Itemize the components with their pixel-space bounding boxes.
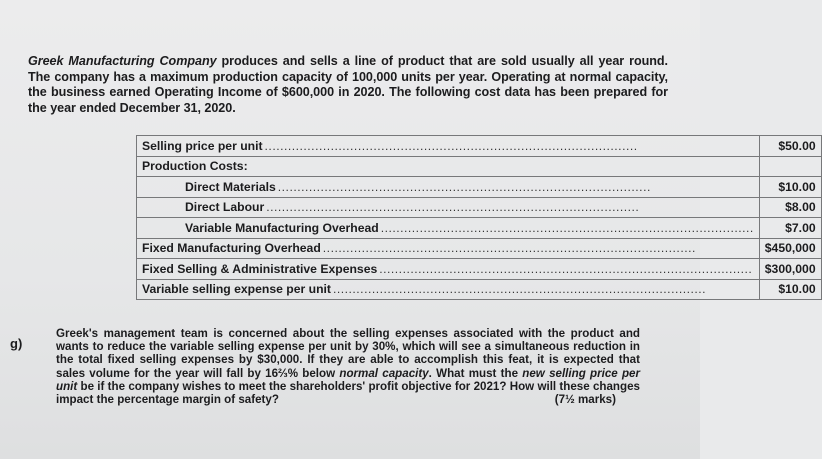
row-value [759, 156, 821, 177]
row-value: $10.00 [759, 279, 821, 300]
row-value: $300,000 [759, 259, 821, 280]
intro-text: produces and sells a line of product that are sold usually all year round. The company has a maximum production capacity of 100,000 units per year. Operating at normal capacity, the business earned Operating Income of $600,000 in 2020. The following cost data has been prepared for the year ended December 31, 2020. [28, 54, 669, 115]
question-text [56, 327, 640, 406]
table-row [137, 238, 822, 259]
intro-paragraph [28, 54, 668, 116]
question-text-part: . What must the [428, 366, 523, 380]
row-label: Fixed Selling & Administrative Expenses [142, 261, 378, 276]
row-value: $8.00 [759, 197, 821, 218]
dot-leader [265, 139, 754, 153]
row-label: Production Costs: [142, 159, 248, 174]
dot-leader [278, 180, 754, 194]
row-label-cell [137, 156, 760, 177]
row-label: Fixed Manufacturing Overhead [142, 241, 321, 256]
row-value: $450,000 [759, 238, 821, 259]
row-label-cell [137, 136, 760, 157]
row-value: $50.00 [759, 136, 821, 157]
row-label-cell [137, 259, 760, 280]
row-label-cell [137, 197, 760, 218]
table-row [137, 197, 822, 218]
row-label: Selling price per unit [142, 138, 263, 153]
table-row [137, 156, 822, 177]
company-name: Greek Manufacturing Company [28, 54, 217, 68]
question-emphasis: new selling price per unit [56, 366, 641, 393]
question-number: g) [10, 336, 23, 351]
row-label-cell [137, 218, 760, 239]
row-label: Direct Materials [185, 179, 276, 194]
row-label-cell [137, 177, 760, 198]
dot-leader [266, 200, 754, 214]
question-emphasis: normal capacity [339, 366, 429, 380]
marks-label: (7½ marks) [554, 393, 616, 407]
table-row [137, 177, 822, 198]
table-row [137, 218, 822, 239]
row-label: Variable Manufacturing Overhead [185, 220, 379, 235]
row-label: Direct Labour [185, 200, 265, 215]
row-label: Variable selling expense per unit [142, 282, 331, 297]
table-row [137, 136, 822, 157]
table-row [137, 259, 822, 280]
dot-leader [323, 241, 754, 255]
row-value: $7.00 [759, 218, 821, 239]
dot-leader [381, 221, 754, 235]
dot-leader [379, 262, 754, 276]
row-label-cell [137, 279, 760, 300]
table-row [137, 279, 822, 300]
row-label-cell [137, 238, 760, 259]
question-text-part: be if the company wishes to meet the shareholders' profit objective for 2021? How will these changes impact the percentage margin of safety? [56, 379, 640, 407]
row-value: $10.00 [759, 177, 821, 198]
dot-leader [333, 282, 754, 296]
cost-data-table [136, 135, 822, 300]
question-text-part: Greek's management team is concerned about the selling expenses associated with the product and wants to reduce the variable selling expense per unit by 30%, which will see a simultaneous reduction in the total fixed selling expenses by $30,000. If they are able to accomplish this feat, it is expected that sales volume for the year will fall by 16⅔% below [56, 327, 640, 380]
